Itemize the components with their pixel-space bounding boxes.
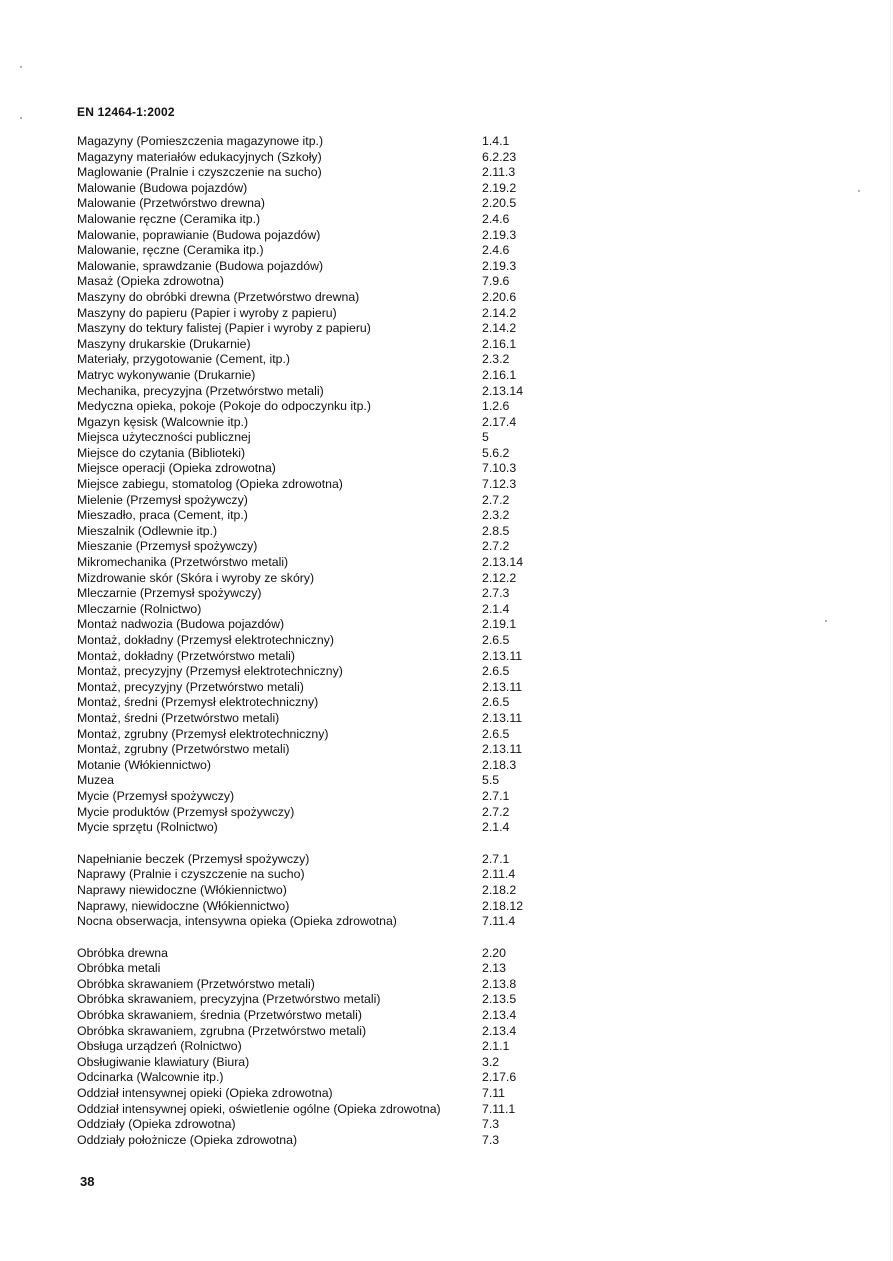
index-term: Mieszanie (Przemysł spożywczy) xyxy=(77,539,258,554)
index-clause-ref: 2.13.14 xyxy=(482,383,524,398)
index-term: Oddziały położnicze (Opieka zdrowotna) xyxy=(77,1132,298,1147)
index-term: Montaż, średni (Przetwórstwo metali) xyxy=(77,710,280,725)
index-clause-ref: 7.9.6 xyxy=(482,274,510,289)
index-term: Montaż, dokładny (Przemysł elektrotechniczny) xyxy=(77,633,334,647)
index-clause-ref: 2.14.2 xyxy=(482,305,517,320)
index-entry xyxy=(77,290,547,306)
index-clause-ref: 2.13.14 xyxy=(482,555,524,570)
index-entry xyxy=(77,415,547,431)
index-clause-ref: 5.5 xyxy=(482,773,500,788)
index-term: Maszyny do tektury falistej (Papier i wyroby z papieru) xyxy=(77,321,371,336)
index-clause-ref: 2.13.11 xyxy=(482,742,523,757)
index-clause-ref: 2.16.1 xyxy=(482,367,517,382)
scan-speck xyxy=(20,66,22,68)
index-clause-ref: 1.4.1 xyxy=(482,134,510,148)
index-clause-ref: 2.18.12 xyxy=(482,898,524,913)
index-clause-ref: 2.20 xyxy=(482,945,506,960)
index-clause-ref: 2.13.11 xyxy=(482,710,523,725)
index-term: Magazyny (Pomieszczenia magazynowe itp.) xyxy=(77,134,324,148)
index-entry xyxy=(77,1070,547,1086)
index-clause-ref: 2.6.5 xyxy=(482,726,510,741)
index-term: Maszyny drukarskie (Drukarnie) xyxy=(77,336,251,351)
index-term: Masaż (Opieka zdrowotna) xyxy=(77,274,224,289)
index-entry xyxy=(77,633,547,649)
index-term: Materiały, przygotowanie (Cement, itp.) xyxy=(77,352,290,367)
index-term: Magazyny materiałów edukacyjnych (Szkoły) xyxy=(77,149,322,164)
index-clause-ref: 2.16.1 xyxy=(482,336,517,351)
index-clause-ref: 2.3.2 xyxy=(482,508,510,523)
index-clause-ref: 2.6.5 xyxy=(482,695,510,710)
index-entry xyxy=(77,461,547,477)
index-term: Montaż, precyzyjny (Przetwórstwo metali) xyxy=(77,679,304,694)
index-clause-ref: 1.2.6 xyxy=(482,399,510,414)
index-clause-ref: 2.13.11 xyxy=(482,679,523,694)
index-entry xyxy=(77,1008,547,1024)
index-term: Mleczarnie (Przemysł spożywczy) xyxy=(77,586,262,601)
index-clause-ref: 2.4.6 xyxy=(482,211,510,226)
index-entry xyxy=(77,337,547,353)
index-term: Montaż, średni (Przemysł elektrotechniczny) xyxy=(77,695,319,710)
index-entry xyxy=(77,1133,547,1149)
index-term: Mleczarnie (Rolnictwo) xyxy=(77,601,202,616)
index-entry xyxy=(77,1024,547,1040)
index-clause-ref: 2.18.3 xyxy=(482,757,517,772)
index-term: Malowanie ręczne (Ceramika itp.) xyxy=(77,211,261,226)
scan-edge-line xyxy=(890,0,891,1261)
index-clause-ref: 2.7.2 xyxy=(482,539,510,554)
index-clause-ref: 2.7.3 xyxy=(482,586,510,601)
index-clause-ref: 2.7.1 xyxy=(482,788,510,803)
index-entry xyxy=(77,539,547,555)
index-group-o xyxy=(77,946,547,1149)
index-entry xyxy=(77,181,547,197)
index-term: Miejsce operacji (Opieka zdrowotna) xyxy=(77,461,276,476)
index-term: Montaż, zgrubny (Przetwórstwo metali) xyxy=(77,742,290,757)
index-entry xyxy=(77,259,547,275)
index-entry xyxy=(77,165,547,181)
index-term: Naprawy (Pralnie i czyszczenie na sucho) xyxy=(77,867,305,882)
index-entry xyxy=(77,430,547,446)
index-term: Montaż, dokładny (Przetwórstwo metali) xyxy=(77,648,296,663)
index-entry xyxy=(77,524,547,540)
index-entry xyxy=(77,228,547,244)
index-entry xyxy=(77,508,547,524)
index-term: Mikromechanika (Przetwórstwo metali) xyxy=(77,555,289,570)
standard-header: EN 12464-1:2002 xyxy=(77,105,175,119)
index-term: Mgazyn kęsisk (Walcownie itp.) xyxy=(77,414,249,429)
index-clause-ref: 2.18.2 xyxy=(482,882,517,897)
index-term: Matryc wykonywanie (Drukarnie) xyxy=(77,367,256,382)
index-term: Obsługiwanie klawiatury (Biura) xyxy=(77,1054,250,1069)
index-term: Obróbka drewna xyxy=(77,945,168,960)
index-clause-ref: 2.19.2 xyxy=(482,180,517,195)
index-entry xyxy=(77,649,547,665)
index-entry xyxy=(77,883,547,899)
index-term: Mieszadło, praca (Cement, itp.) xyxy=(77,508,248,523)
index-entry xyxy=(77,212,547,228)
index-term: Obsługa urządzeń (Rolnictwo) xyxy=(77,1039,242,1054)
page-number: 38 xyxy=(80,1174,95,1189)
index-term: Montaż, precyzyjny (Przemysł elektrotechniczny) xyxy=(77,664,343,679)
index-entry xyxy=(77,742,547,758)
index-entry xyxy=(77,602,547,618)
index-entry xyxy=(77,1086,547,1102)
index-entry xyxy=(77,664,547,680)
index-clause-ref: 2.17.6 xyxy=(482,1070,517,1085)
index-clause-ref: 2.7.2 xyxy=(482,804,510,819)
index-entry xyxy=(77,899,547,915)
index-entry xyxy=(77,555,547,571)
index-entry xyxy=(77,1055,547,1071)
index-term: Miejsce do czytania (Biblioteki) xyxy=(77,445,246,460)
index-clause-ref: 2.13.8 xyxy=(482,976,517,991)
index-entry xyxy=(77,1102,547,1118)
index-entry xyxy=(77,493,547,509)
index-entry xyxy=(77,274,547,290)
index-clause-ref: 2.3.2 xyxy=(482,352,510,367)
index-clause-ref: 2.13.4 xyxy=(482,1023,517,1038)
index-entry xyxy=(77,914,547,930)
index-entry xyxy=(77,306,547,322)
index-term: Mielenie (Przemysł spożywczy) xyxy=(77,492,248,507)
index-term: Miejsca użyteczności publicznej xyxy=(77,430,251,445)
index-term: Obróbka skrawaniem, precyzyjna (Przetwórstwo metali) xyxy=(77,992,381,1007)
index-entry xyxy=(77,196,547,212)
index-term: Obróbka skrawaniem, zgrubna (Przetwórstwo metali) xyxy=(77,1023,367,1038)
index-entry xyxy=(77,852,547,868)
index-term: Montaż, zgrubny (Przemysł elektrotechniczny) xyxy=(77,726,329,741)
index-term: Maglowanie (Pralnie i czyszczenie na sucho) xyxy=(77,165,322,180)
index-entry xyxy=(77,789,547,805)
index-clause-ref: 5.6.2 xyxy=(482,445,510,460)
index-term: Mycie produktów (Przemysł spożywczy) xyxy=(77,804,295,819)
index-term: Mizdrowanie skór (Skóra i wyroby ze skóry) xyxy=(77,570,315,585)
index-clause-ref: 2.11.3 xyxy=(482,165,516,180)
index-clause-ref: 7.11.4 xyxy=(482,914,516,929)
index-clause-ref: 2.6.5 xyxy=(482,664,510,679)
index-clause-ref: 2.11.4 xyxy=(482,867,516,882)
index-clause-ref: 2.1.1 xyxy=(482,1039,510,1054)
index-clause-ref: 2.17.4 xyxy=(482,414,517,429)
index-clause-ref: 7.11 xyxy=(482,1086,506,1101)
index-entry xyxy=(77,680,547,696)
index-term: Oddziały (Opieka zdrowotna) xyxy=(77,1117,236,1132)
index-clause-ref: 6.2.23 xyxy=(482,149,517,164)
index-clause-ref: 2.13.5 xyxy=(482,992,517,1007)
index-clause-ref: 2.6.5 xyxy=(482,633,510,647)
index-term: Mycie sprzętu (Rolnictwo) xyxy=(77,820,218,835)
scan-speck xyxy=(825,620,827,622)
index-entry xyxy=(77,477,547,493)
index-entry xyxy=(77,321,547,337)
index-term: Maszyny do papieru (Papier i wyroby z papieru) xyxy=(77,305,337,320)
index-term: Medyczna opieka, pokoje (Pokoje do odpoczynku itp.) xyxy=(77,399,371,414)
index-clause-ref: 2.19.3 xyxy=(482,227,517,242)
index-entry xyxy=(77,446,547,462)
index-clause-ref: 2.13.4 xyxy=(482,1008,517,1023)
index-clause-ref: 2.14.2 xyxy=(482,321,517,336)
index-term: Malowanie, sprawdzanie (Budowa pojazdów) xyxy=(77,258,324,273)
index-entry xyxy=(77,134,547,150)
index-term: Obróbka skrawaniem (Przetwórstwo metali) xyxy=(77,976,315,991)
index-list xyxy=(77,134,547,1164)
index-clause-ref: 2.1.4 xyxy=(482,601,510,616)
index-term: Mieszalnik (Odlewnie itp.) xyxy=(77,523,218,538)
index-term: Muzea xyxy=(77,773,114,788)
index-group-m xyxy=(77,134,547,836)
index-entry xyxy=(77,617,547,633)
index-term: Obróbka metali xyxy=(77,961,161,976)
index-clause-ref: 7.10.3 xyxy=(482,461,517,476)
index-entry xyxy=(77,946,547,962)
index-term: Napełnianie beczek (Przemysł spożywczy) xyxy=(77,851,310,866)
index-clause-ref: 2.4.6 xyxy=(482,243,510,258)
index-clause-ref: 2.1.4 xyxy=(482,820,510,835)
index-clause-ref: 2.7.2 xyxy=(482,492,510,507)
index-term: Mechanika, precyzyjna (Przetwórstwo metali) xyxy=(77,383,324,398)
index-entry xyxy=(77,1039,547,1055)
index-term: Odcinarka (Walcownie itp.) xyxy=(77,1070,224,1085)
index-term: Malowanie (Budowa pojazdów) xyxy=(77,180,248,195)
index-term: Mycie (Przemysł spożywczy) xyxy=(77,788,235,803)
index-entry xyxy=(77,150,547,166)
index-term: Malowanie, ręczne (Ceramika itp.) xyxy=(77,243,264,258)
index-term: Obróbka skrawaniem, średnia (Przetwórstwo metali) xyxy=(77,1008,362,1023)
index-term: Montaż nadwozia (Budowa pojazdów) xyxy=(77,617,285,632)
index-term: Nocna obserwacja, intensywna opieka (Opieka zdrowotna) xyxy=(77,914,397,929)
index-term: Miejsce zabiegu, stomatolog (Opieka zdrowotna) xyxy=(77,477,343,492)
index-entry xyxy=(77,368,547,384)
index-clause-ref: 2.13.11 xyxy=(482,648,523,663)
index-entry xyxy=(77,977,547,993)
index-entry xyxy=(77,352,547,368)
index-clause-ref: 5 xyxy=(482,430,489,445)
index-clause-ref: 3.2 xyxy=(482,1054,500,1069)
index-entry xyxy=(77,695,547,711)
index-clause-ref: 2.20.5 xyxy=(482,196,517,211)
index-entry xyxy=(77,961,547,977)
index-clause-ref: 2.7.1 xyxy=(482,851,510,866)
index-term: Oddział intensywnej opieki (Opieka zdrowotna) xyxy=(77,1086,333,1101)
index-entry xyxy=(77,711,547,727)
index-entry xyxy=(77,727,547,743)
index-term: Naprawy, niewidoczne (Włókiennictwo) xyxy=(77,898,290,913)
index-entry xyxy=(77,399,547,415)
index-entry xyxy=(77,384,547,400)
index-term: Malowanie, poprawianie (Budowa pojazdów) xyxy=(77,227,321,242)
index-entry xyxy=(77,992,547,1008)
index-clause-ref: 2.20.6 xyxy=(482,289,517,304)
index-term: Maszyny do obróbki drewna (Przetwórstwo drewna) xyxy=(77,289,360,304)
index-term: Motanie (Włókiennictwo) xyxy=(77,757,211,772)
index-clause-ref: 7.12.3 xyxy=(482,477,517,492)
index-group-n xyxy=(77,852,547,930)
index-term: Oddział intensywnej opieki, oświetlenie ogólne (Opieka zdrowotna) xyxy=(77,1101,441,1116)
index-entry xyxy=(77,586,547,602)
index-entry xyxy=(77,571,547,587)
index-entry xyxy=(77,867,547,883)
index-entry xyxy=(77,1117,547,1133)
index-clause-ref: 2.12.2 xyxy=(482,570,517,585)
index-term: Malowanie (Przetwórstwo drewna) xyxy=(77,196,265,211)
index-entry xyxy=(77,805,547,821)
index-clause-ref: 2.19.1 xyxy=(482,617,517,632)
index-entry xyxy=(77,758,547,774)
index-clause-ref: 7.3 xyxy=(482,1117,500,1132)
index-entry xyxy=(77,820,547,836)
index-clause-ref: 7.11.1 xyxy=(482,1101,516,1116)
index-clause-ref: 2.8.5 xyxy=(482,523,510,538)
index-entry xyxy=(77,243,547,259)
scan-speck xyxy=(858,190,860,192)
scan-speck xyxy=(20,117,22,119)
index-clause-ref: 2.19.3 xyxy=(482,258,517,273)
index-term: Naprawy niewidoczne (Włókiennictwo) xyxy=(77,882,287,897)
index-clause-ref: 7.3 xyxy=(482,1132,500,1147)
index-clause-ref: 2.13 xyxy=(482,961,506,976)
index-entry xyxy=(77,773,547,789)
